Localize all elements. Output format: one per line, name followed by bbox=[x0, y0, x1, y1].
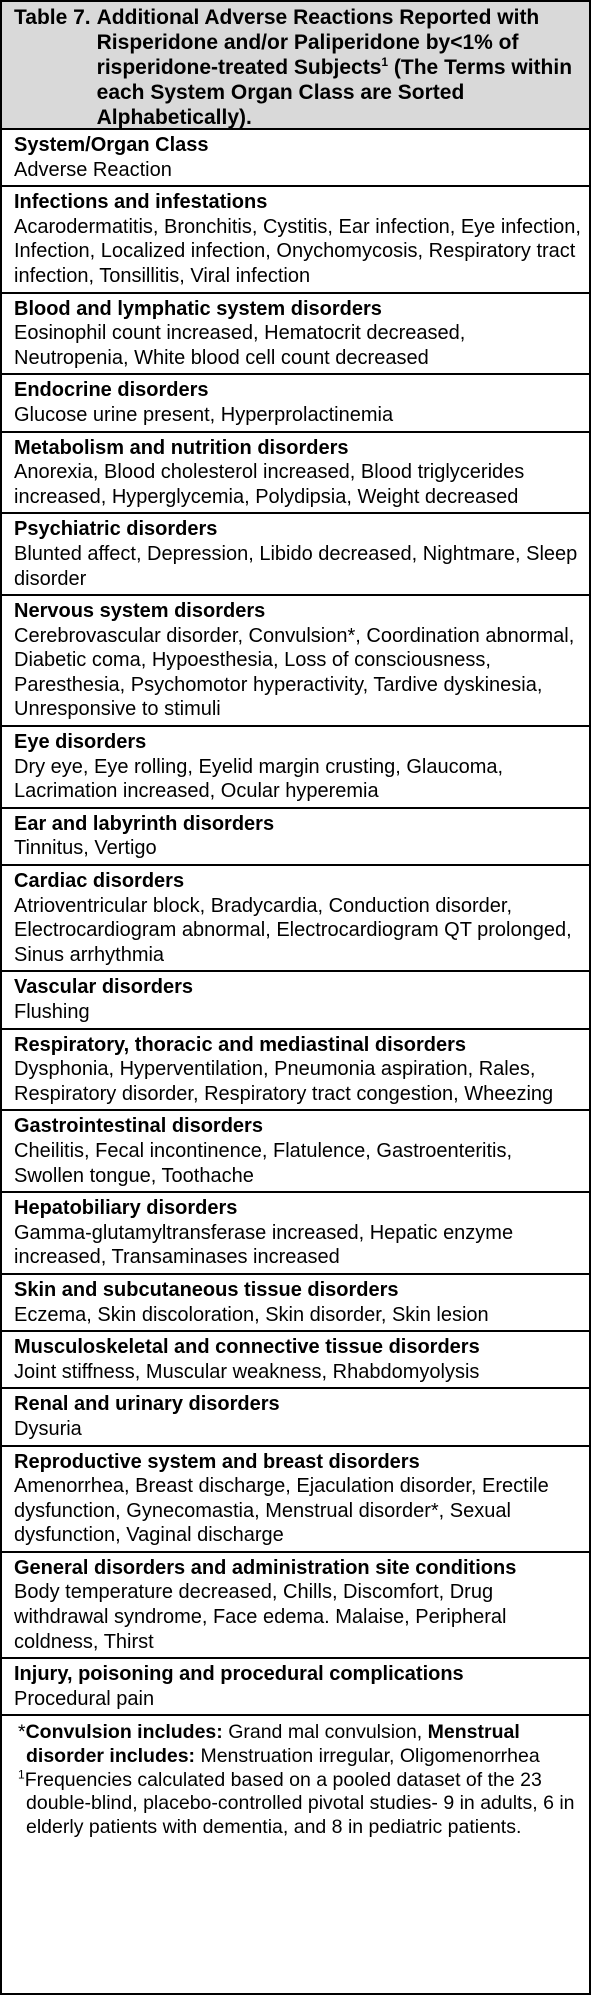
system-organ-class: Eye disorders bbox=[14, 731, 147, 754]
adverse-reactions: Blunted affect, Depression, Libido decreased, Nightmare, Sleep disorder bbox=[14, 542, 578, 590]
table-row bbox=[2, 596, 589, 727]
footnote-frequency-text: Frequencies calculated based on a pooled dataset of the 23 double-blind, placebo-controlled pivotal studies- 9 in adults, 6 in elderly patients with dementia, and 8 in pediatric patients. bbox=[24, 1768, 575, 1838]
table-row bbox=[2, 1659, 589, 1716]
table-row bbox=[2, 1030, 589, 1112]
footnote-frequency-mark: 1 bbox=[18, 1767, 25, 1782]
menstrual-label: Menstrual disorder includes: bbox=[26, 1721, 520, 1768]
table-row bbox=[2, 375, 589, 432]
table-row bbox=[2, 972, 589, 1029]
system-organ-class: Infections and infestations bbox=[14, 191, 268, 214]
table-row bbox=[2, 809, 589, 866]
system-organ-class: Cardiac disorders bbox=[14, 870, 185, 893]
system-organ-class: Skin and subcutaneous tissue disorders bbox=[14, 1278, 399, 1301]
table-row bbox=[2, 866, 589, 972]
table-body bbox=[2, 187, 589, 1716]
title-tail: (The Terms within each System Organ Class are Sorted Alphabetically). bbox=[96, 56, 573, 129]
table-row bbox=[2, 1275, 589, 1332]
system-organ-class: Blood and lymphatic system disorders bbox=[14, 297, 382, 320]
system-organ-class: Psychiatric disorders bbox=[14, 518, 218, 541]
table-row bbox=[2, 294, 589, 376]
adverse-reactions: Dry eye, Eye rolling, Eyelid margin crusting, Glaucoma, Lacrimation increased, Ocular hyperemia bbox=[14, 755, 504, 803]
adverse-reactions: Atrioventricular block, Bradycardia, Conduction disorder, Electrocardiogram abnormal, Electrocardiogram QT prolonged, Sinus arrhythmia bbox=[14, 894, 572, 966]
table-row bbox=[2, 433, 589, 515]
adverse-reactions: Eczema, Skin discoloration, Skin disorder, Skin lesion bbox=[14, 1303, 489, 1326]
adverse-reactions: Anorexia, Blood cholesterol increased, Blood triglycerides increased, Hyperglycemia, Polydipsia, Weight decreased bbox=[14, 461, 525, 508]
footnote-star-mark: * bbox=[18, 1721, 26, 1744]
system-organ-class: Gastrointestinal disorders bbox=[14, 1115, 263, 1138]
table-number: Table 7. bbox=[14, 6, 91, 29]
adverse-reactions: Body temperature decreased, Chills, Discomfort, Drug withdrawal syndrome, Face edema. Malaise, Peripheral coldness, Thirst bbox=[14, 1581, 507, 1653]
footnote-star bbox=[14, 1721, 579, 1768]
adverse-reactions: Flushing bbox=[14, 1001, 90, 1023]
adverse-reactions: Gamma-glutamyltransferase increased, Hepatic enzyme increased, Transaminases increased bbox=[14, 1221, 514, 1269]
adverse-reactions: Acarodermatitis, Bronchitis, Cystitis, Ear infection, Eye infection, Infection, Localized infection, Onychomycosis, Respiratory tract infection, Tonsillitis, Viral infection bbox=[14, 215, 581, 287]
table-row bbox=[2, 1389, 589, 1446]
table-row bbox=[2, 1111, 589, 1193]
adverse-reactions: Cerebrovascular disorder, Convulsion*, Coordination abnormal, Diabetic coma, Hypoesthesia, Loss of consciousness, Paresthesia, Psychomotor hyperactivity, Tardive dyskinesia, Unresponsive to stimuli bbox=[14, 624, 575, 721]
system-organ-class: Hepatobiliary disorders bbox=[14, 1197, 238, 1220]
system-organ-class: Reproductive system and breast disorders bbox=[14, 1450, 420, 1473]
column-header-row bbox=[2, 130, 589, 187]
footnote-frequency bbox=[14, 1769, 579, 1840]
title-main: Additional Adverse Reactions Reported with Risperidone and/or Paliperidone by<1% of risperidone-treated Subjects bbox=[96, 6, 540, 79]
adverse-reactions: Glucose urine present, Hyperprolactinemia bbox=[14, 403, 394, 426]
column-header-reaction: Adverse Reaction bbox=[14, 158, 172, 181]
convulsion-label: Convulsion includes: bbox=[25, 1721, 223, 1744]
adverse-reactions: Dysuria bbox=[14, 1417, 82, 1440]
adverse-reactions: Dysphonia, Hyperventilation, Pneumonia aspiration, Rales, Respiratory disorder, Respiratory tract congestion, Wheezing bbox=[14, 1058, 554, 1105]
adverse-reactions: Eosinophil count increased, Hematocrit decreased, Neutropenia, White blood cell count decreased bbox=[14, 322, 466, 369]
table-title-text bbox=[97, 5, 581, 130]
menstrual-text: Menstruation irregular, Oligomenorrhea bbox=[195, 1745, 540, 1768]
adverse-reactions: Tinnitus, Vertigo bbox=[14, 837, 157, 860]
system-organ-class: Musculoskeletal and connective tissue disorders bbox=[14, 1336, 480, 1359]
system-organ-class: Nervous system disorders bbox=[14, 600, 266, 623]
table-row bbox=[2, 1553, 589, 1659]
table-row bbox=[2, 1193, 589, 1275]
system-organ-class: Vascular disorders bbox=[14, 976, 193, 999]
system-organ-class: General disorders and administration site conditions bbox=[14, 1556, 517, 1579]
table-row bbox=[2, 1447, 589, 1553]
table-row bbox=[2, 514, 589, 596]
system-organ-class: Respiratory, thoracic and mediastinal disorders bbox=[14, 1033, 466, 1056]
table-row bbox=[2, 1332, 589, 1389]
system-organ-class: Ear and labyrinth disorders bbox=[14, 812, 275, 835]
column-header-class: System/Organ Class bbox=[14, 134, 209, 156]
table-row bbox=[2, 727, 589, 809]
table-row bbox=[2, 187, 589, 293]
adverse-reactions: Procedural pain bbox=[14, 1687, 155, 1710]
title-footnote-ref: 1 bbox=[381, 55, 389, 69]
system-organ-class: Injury, poisoning and procedural complications bbox=[14, 1663, 464, 1686]
adverse-reactions: Cheilitis, Fecal incontinence, Flatulence, Gastroenteritis, Swollen tongue, Toothache bbox=[14, 1139, 513, 1187]
table-title bbox=[2, 2, 589, 130]
system-organ-class: Metabolism and nutrition disorders bbox=[14, 436, 349, 459]
system-organ-class: Endocrine disorders bbox=[14, 379, 209, 402]
adverse-reactions: Amenorrhea, Breast discharge, Ejaculation disorder, Erectile dysfunction, Gynecomastia, Menstrual disorder*, Sexual dysfunction, Vaginal discharge bbox=[14, 1475, 549, 1547]
adverse-reactions: Joint stiffness, Muscular weakness, Rhabdomyolysis bbox=[14, 1360, 480, 1383]
convulsion-text: Grand mal convulsion, bbox=[222, 1721, 428, 1744]
system-organ-class: Renal and urinary disorders bbox=[14, 1393, 280, 1416]
table-footnotes bbox=[2, 1716, 589, 1993]
